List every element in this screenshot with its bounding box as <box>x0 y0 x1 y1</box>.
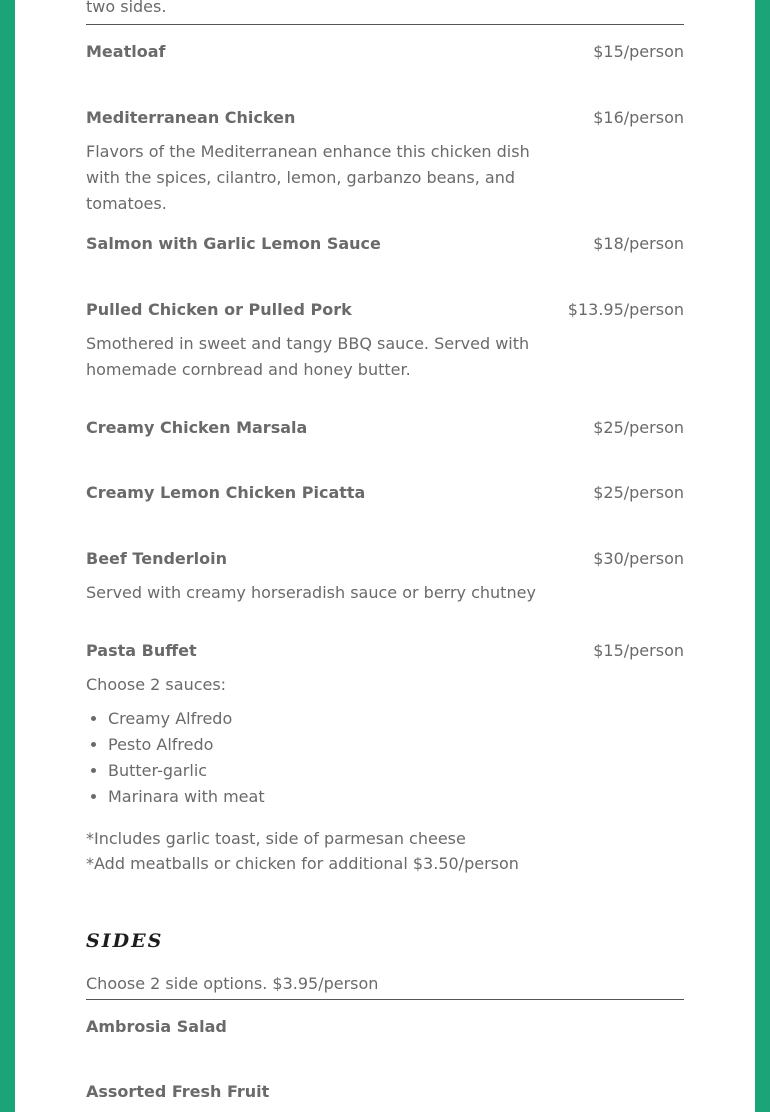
item-description: Smothered in sweet and tangy BBQ sauce. Served with homemade cornbread and honey butter. <box>86 334 530 379</box>
item-price: $25/person <box>593 483 684 502</box>
item-name: Assorted Fresh Fruit <box>86 1082 270 1101</box>
menu-item-pulled-chicken-pork <box>86 297 684 383</box>
item-name: Salmon with Garlic Lemon Sauce <box>86 234 381 253</box>
item-name: Beef Tenderloin <box>86 549 228 568</box>
sides-intro: Choose 2 side options. $3.95/person <box>86 971 684 1000</box>
menu-item-chicken-marsala <box>86 415 684 441</box>
list-item: • Butter-garlic <box>108 758 684 784</box>
item-description: Served with creamy horseradish sauce or berry chutney <box>86 583 536 602</box>
pasta-note: *Add meatballs or chicken for additional $3.50/person <box>86 854 519 873</box>
menu-item-mediterranean-chicken <box>86 105 684 217</box>
menu-page <box>15 0 755 1112</box>
item-description: Flavors of the Mediterranean enhance this chicken dish with the spices, cilantro, lemon, garbanzo beans, and tomatoes. <box>86 142 530 213</box>
menu-item-salmon <box>86 231 684 257</box>
item-price: $16/person <box>593 108 684 127</box>
list-item: • Creamy Alfredo <box>108 706 684 732</box>
pasta-notes <box>86 826 684 876</box>
item-name: Creamy Lemon Chicken Picatta <box>86 483 366 502</box>
pasta-note: *Includes garlic toast, side of parmesan cheese <box>86 829 466 848</box>
item-price: $15/person <box>593 42 684 61</box>
menu-item-meatloaf <box>86 39 684 65</box>
list-item: • Pesto Alfredo <box>108 732 684 758</box>
item-price: $13.95/person <box>567 300 684 319</box>
list-item: • Marinara with meat <box>108 784 684 810</box>
item-name: Meatloaf <box>86 42 166 61</box>
menu-item-pasta-buffet <box>86 638 684 876</box>
side-item-fresh-fruit <box>86 1079 684 1105</box>
item-name: Pasta Buffet <box>86 641 197 660</box>
item-name: Ambrosia Salad <box>86 1017 227 1036</box>
menu-item-beef-tenderloin <box>86 546 684 606</box>
item-name: Creamy Chicken Marsala <box>86 418 308 437</box>
item-name: Pulled Chicken or Pulled Pork <box>86 300 352 319</box>
item-price: $18/person <box>593 234 684 253</box>
item-price: $30/person <box>593 549 684 568</box>
item-name: Mediterranean Chicken <box>86 108 296 127</box>
item-price: $25/person <box>593 418 684 437</box>
item-price: $15/person <box>593 641 684 660</box>
sauce-list <box>86 706 684 810</box>
menu-item-chicken-picatta <box>86 480 684 506</box>
item-description: Choose 2 sauces: <box>86 675 227 694</box>
section-heading-sides: SIDES <box>86 930 164 952</box>
section-intro: two sides. <box>86 0 684 25</box>
side-item-ambrosia-salad <box>86 1014 684 1040</box>
